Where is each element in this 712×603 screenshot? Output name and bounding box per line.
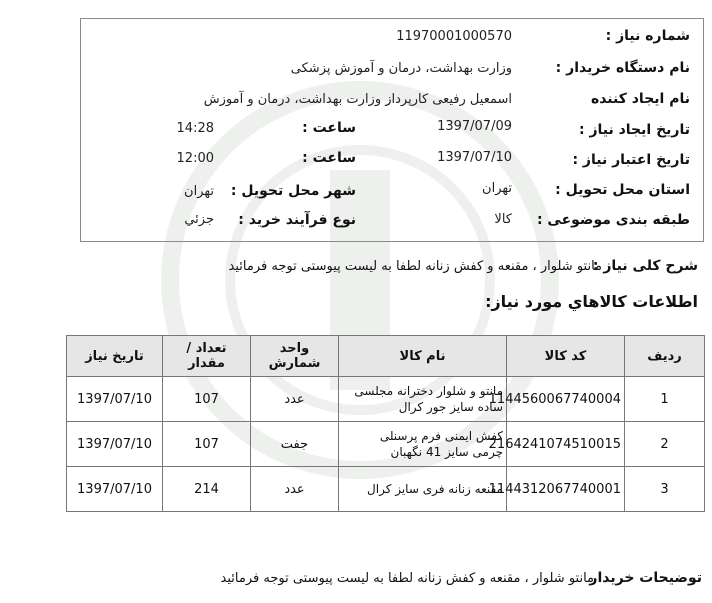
row-unit: عدد bbox=[251, 467, 339, 512]
row-quantity: 107 bbox=[163, 377, 251, 422]
delivery-province-value: تهران bbox=[482, 181, 512, 196]
buyer-notes-label: توضیحات خریدار bbox=[589, 570, 702, 586]
buyer-org-label: نام دستگاه خریدار : bbox=[555, 60, 690, 76]
row-index: 3 bbox=[625, 467, 705, 512]
header-unit: واحد شمارش bbox=[251, 336, 339, 377]
header-index: ردیف bbox=[625, 336, 705, 377]
row-unit: عدد bbox=[251, 377, 339, 422]
header-quantity: تعداد / مقدار bbox=[163, 336, 251, 377]
buyer-notes-value: مانتو شلوار ، مقنعه و کفش زنانه لطفا به لیست پیوستی توجه فرمائید bbox=[220, 571, 594, 586]
summary-label: شرح کلی نیاز : bbox=[592, 258, 698, 274]
row-name-line2: ساده سایز جور کرال bbox=[398, 400, 503, 414]
row-name-line1: مانتو و شلوار دخترانه مجلسی bbox=[354, 384, 503, 398]
validity-date-label: تاریخ اعتبار نیاز : bbox=[572, 152, 690, 168]
creator-value: اسمعیل رفیعی کارپرداز وزارت بهداشت، درمان و آموزش bbox=[203, 92, 512, 107]
row-need-date: 1397/07/10 bbox=[67, 377, 163, 422]
items-section-title: اطلاعات کالاهاي مورد نیاز: bbox=[485, 292, 698, 311]
delivery-city-label: شهر محل تحویل : bbox=[230, 183, 356, 199]
row-unit: جفت bbox=[251, 422, 339, 467]
delivery-city-value: تهران bbox=[184, 184, 214, 199]
header-code: کد کالا bbox=[507, 336, 625, 377]
row-name bbox=[339, 377, 507, 422]
row-name bbox=[339, 422, 507, 467]
row-quantity: 107 bbox=[163, 422, 251, 467]
table-row bbox=[67, 422, 705, 467]
header-need-date: تاریخ نیاز bbox=[67, 336, 163, 377]
summary-value: مانتو شلوار ، مقنعه و کفش زنانه لطفا به لیست پیوستی توجه فرمائید bbox=[228, 259, 602, 274]
row-index: 1 bbox=[625, 377, 705, 422]
row-quantity: 214 bbox=[163, 467, 251, 512]
process-type-value: جزئي bbox=[184, 212, 214, 227]
row-name-line2: چرمی سایز 41 نگهبان bbox=[390, 445, 503, 459]
created-time-label: ساعت : bbox=[302, 120, 356, 136]
row-name-line1: مقنعه زنانه فری سایز کرال bbox=[367, 482, 503, 496]
row-need-date: 1397/07/10 bbox=[67, 467, 163, 512]
header-name: نام کالا bbox=[339, 336, 507, 377]
delivery-province-label: استان محل تحویل : bbox=[555, 182, 690, 198]
items-table-header bbox=[67, 336, 705, 377]
need-number-value: 11970001000570 bbox=[396, 29, 512, 44]
row-index: 2 bbox=[625, 422, 705, 467]
row-code: 1144560067740004 bbox=[507, 377, 625, 422]
row-need-date: 1397/07/10 bbox=[67, 422, 163, 467]
validity-date-value: 1397/07/10 bbox=[437, 150, 512, 165]
category-value: کالا bbox=[494, 212, 512, 227]
row-name bbox=[339, 467, 507, 512]
validity-time-label: ساعت : bbox=[302, 150, 356, 166]
created-date-value: 1397/07/09 bbox=[437, 119, 512, 134]
table-row bbox=[67, 377, 705, 422]
buyer-org-value: وزارت بهداشت، درمان و آموزش پزشکی bbox=[290, 61, 512, 76]
process-type-label: نوع فرآیند خرید : bbox=[238, 212, 356, 228]
table-row bbox=[67, 467, 705, 512]
validity-time-value: 12:00 bbox=[176, 151, 214, 166]
row-code: 2164241074510015 bbox=[507, 422, 625, 467]
items-table bbox=[66, 335, 705, 512]
creator-label: نام ایجاد کننده bbox=[590, 91, 690, 107]
row-code: 1144312067740001 bbox=[507, 467, 625, 512]
row-name-line1: کفش ایمنی فرم پرسنلی bbox=[379, 429, 503, 443]
need-number-label: شماره نیاز : bbox=[605, 28, 690, 44]
category-label: طبقه بندی موضوعی : bbox=[536, 212, 690, 228]
created-time-value: 14:28 bbox=[176, 121, 214, 136]
created-date-label: تاریخ ایجاد نیاز : bbox=[578, 122, 690, 138]
